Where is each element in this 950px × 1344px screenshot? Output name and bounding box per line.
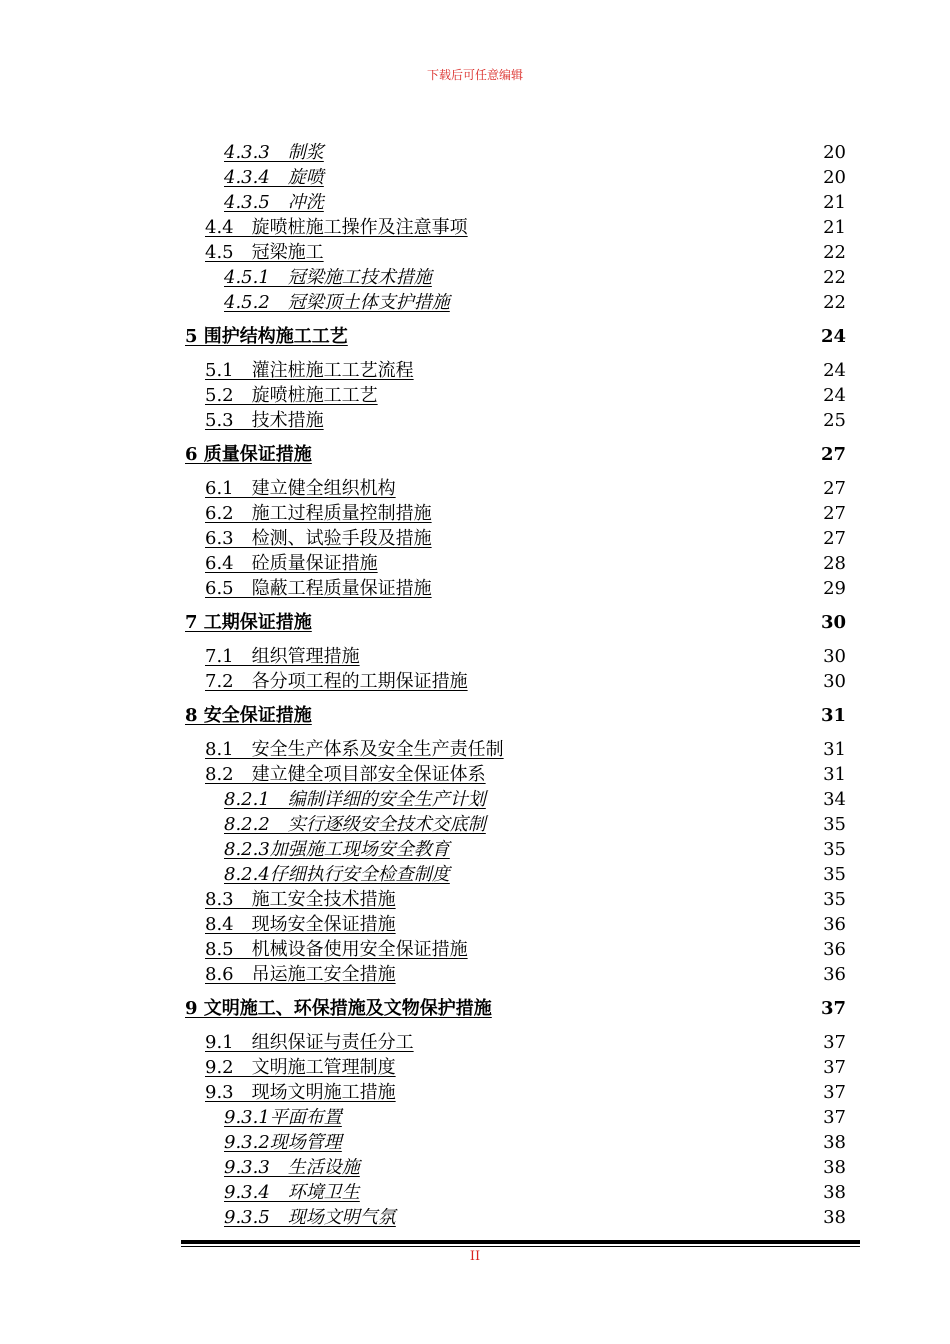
toc-entry[interactable] — [0, 812, 950, 837]
toc-entry-label[interactable]: 9.3.3 生活设施 — [224, 1157, 360, 1178]
toc-entry-label[interactable]: 9.3 现场文明施工措施 — [205, 1082, 396, 1103]
toc-entry[interactable] — [0, 576, 950, 601]
toc-entry-label[interactable]: 5.1 灌注桩施工工艺流程 — [205, 360, 414, 381]
toc-entry-label[interactable]: 9.3.2现场管理 — [224, 1132, 342, 1153]
toc-entry-label[interactable]: 5.3 技术措施 — [205, 410, 324, 431]
page-number: II — [469, 1249, 481, 1264]
toc-entry[interactable] — [0, 1205, 950, 1230]
toc-entry-label[interactable]: 9.3.5 现场文明气氛 — [224, 1207, 396, 1228]
toc-entry-page: 22 — [823, 267, 846, 288]
toc-entry-label[interactable]: 9.1 组织保证与责任分工 — [205, 1032, 414, 1053]
header-note: 下载后可任意编辑 — [426, 68, 523, 82]
toc-entry-label[interactable]: 4.5.1 冠梁施工技术措施 — [224, 267, 432, 288]
toc-entry-label[interactable]: 8.2.4仔细执行安全检查制度 — [224, 864, 450, 885]
toc-entry-page: 38 — [823, 1182, 846, 1203]
footer-rule-thin — [181, 1246, 860, 1247]
toc-entry[interactable] — [0, 240, 950, 265]
toc-entry-page: 31 — [823, 764, 846, 785]
toc-entry-label[interactable]: 8 安全保证措施 — [185, 705, 312, 726]
toc-entry[interactable] — [0, 962, 950, 987]
toc-entry-label[interactable]: 8.2 建立健全项目部安全保证体系 — [205, 764, 486, 785]
toc-entry-page: 27 — [820, 444, 846, 465]
toc-entry-label[interactable]: 6.5 隐蔽工程质量保证措施 — [205, 578, 432, 599]
toc-entry-page: 29 — [823, 578, 846, 599]
toc-entry-page: 36 — [823, 964, 846, 985]
toc-entry-label[interactable]: 6 质量保证措施 — [185, 444, 312, 465]
toc-entry-page: 30 — [820, 612, 846, 633]
toc-entry-page: 24 — [823, 385, 846, 406]
toc-entry[interactable] — [0, 644, 950, 669]
toc-entry-label[interactable]: 8.6 吊运施工安全措施 — [205, 964, 396, 985]
toc-entry-label[interactable]: 4.3.3 制浆 — [224, 142, 324, 163]
toc-entry-page: 35 — [823, 889, 846, 910]
toc-entry-label[interactable]: 7.2 各分项工程的工期保证措施 — [205, 671, 468, 692]
toc-entry[interactable] — [0, 190, 950, 215]
toc-entry[interactable] — [0, 324, 950, 349]
toc-entry[interactable] — [0, 476, 950, 501]
toc-entry-label[interactable]: 4.3.5 冲洗 — [224, 192, 324, 213]
toc-entry-label[interactable]: 7 工期保证措施 — [185, 612, 312, 633]
toc-entry-label[interactable]: 8.2.3加强施工现场安全教育 — [224, 839, 450, 860]
footer-rule — [181, 1240, 860, 1244]
toc-entry-label[interactable]: 8.5 机械设备使用安全保证措施 — [205, 939, 468, 960]
toc-entry[interactable] — [0, 383, 950, 408]
toc-entry[interactable] — [0, 408, 950, 433]
toc-entry-page: 27 — [823, 528, 846, 549]
toc-entry[interactable] — [0, 996, 950, 1021]
toc-entry-page: 38 — [823, 1157, 846, 1178]
toc-entry-label[interactable]: 9.3.1平面布置 — [224, 1107, 342, 1128]
toc-entry-page: 38 — [823, 1132, 846, 1153]
toc-entry-page: 35 — [823, 864, 846, 885]
toc-entry-page: 30 — [823, 671, 846, 692]
toc-entry-page: 36 — [823, 914, 846, 935]
toc-entry[interactable] — [0, 140, 950, 165]
toc-entry[interactable] — [0, 737, 950, 762]
toc-entry[interactable] — [0, 1180, 950, 1205]
toc-entry-label[interactable]: 6.1 建立健全组织机构 — [205, 478, 396, 499]
toc-entry-label[interactable]: 6.2 施工过程质量控制措施 — [205, 503, 432, 524]
toc-entry-page: 21 — [823, 217, 846, 238]
toc-entry-label[interactable]: 4.4 旋喷桩施工操作及注意事项 — [205, 217, 468, 238]
toc-entry-label[interactable]: 8.3 施工安全技术措施 — [205, 889, 396, 910]
toc-entry[interactable] — [0, 501, 950, 526]
toc-entry-page: 37 — [820, 998, 846, 1019]
toc-entry-label[interactable]: 9.3.4 环境卫生 — [224, 1182, 360, 1203]
toc-entry[interactable] — [0, 358, 950, 383]
toc-entry-page: 22 — [823, 242, 846, 263]
toc-entry-page: 35 — [823, 814, 846, 835]
toc-entry-page: 31 — [823, 739, 846, 760]
toc-entry-page: 30 — [823, 646, 846, 667]
toc-entry-label[interactable]: 7.1 组织管理措施 — [205, 646, 360, 667]
toc-entry-label[interactable]: 6.4 砼质量保证措施 — [205, 553, 378, 574]
toc-entry[interactable] — [0, 1130, 950, 1155]
toc-entry-page: 37 — [823, 1057, 846, 1078]
toc-entry-page: 37 — [823, 1082, 846, 1103]
toc-entry-label[interactable]: 4.5.2 冠梁顶土体支护措施 — [224, 292, 450, 313]
toc-entry[interactable] — [0, 887, 950, 912]
toc-entry-page: 25 — [823, 410, 846, 431]
toc-entry[interactable] — [0, 937, 950, 962]
toc-entry[interactable] — [0, 1155, 950, 1180]
toc-entry-page: 31 — [820, 705, 846, 726]
toc-entry-label[interactable]: 9 文明施工、环保措施及文物保护措施 — [185, 998, 492, 1019]
toc-entry-label[interactable]: 4.3.4 旋喷 — [224, 167, 324, 188]
toc-entry-page: 38 — [823, 1207, 846, 1228]
toc-entry-page: 36 — [823, 939, 846, 960]
toc-entry-page: 37 — [823, 1032, 846, 1053]
toc-entry[interactable] — [0, 1030, 950, 1055]
toc-entry-label[interactable]: 5.2 旋喷桩施工工艺 — [205, 385, 378, 406]
toc-entry-label[interactable]: 6.3 检测、试验手段及措施 — [205, 528, 432, 549]
toc-entry[interactable] — [0, 215, 950, 240]
toc-entry[interactable] — [0, 1105, 950, 1130]
toc-entry-label[interactable]: 8.4 现场安全保证措施 — [205, 914, 396, 935]
toc-entry[interactable] — [0, 837, 950, 862]
toc-entry[interactable] — [0, 551, 950, 576]
toc-entry-label[interactable]: 8.2.2 实行逐级安全技术交底制 — [224, 814, 486, 835]
toc-entry[interactable] — [0, 610, 950, 635]
toc-entry[interactable] — [0, 1055, 950, 1080]
toc-entry[interactable] — [0, 165, 950, 190]
toc-entry[interactable] — [0, 1080, 950, 1105]
toc-entry-page: 28 — [823, 553, 846, 574]
toc-entry-page: 24 — [820, 326, 846, 347]
toc-entry-label[interactable]: 5 围护结构施工工艺 — [185, 326, 348, 347]
toc-entry[interactable] — [0, 862, 950, 887]
toc-entry-page: 24 — [823, 360, 846, 381]
toc-entry[interactable] — [0, 526, 950, 551]
toc-entry-label[interactable]: 8.1 安全生产体系及安全生产责任制 — [205, 739, 504, 760]
toc-entry-page: 34 — [823, 789, 846, 810]
toc-entry-label[interactable]: 9.2 文明施工管理制度 — [205, 1057, 396, 1078]
toc-entry-label[interactable]: 4.5 冠梁施工 — [205, 242, 324, 263]
toc-entry[interactable] — [0, 762, 950, 787]
toc-entry[interactable] — [0, 442, 950, 467]
toc-entry-page: 27 — [823, 478, 846, 499]
toc-entry[interactable] — [0, 703, 950, 728]
toc-entry-page: 21 — [823, 192, 846, 213]
toc-entry[interactable] — [0, 290, 950, 315]
toc-entry[interactable] — [0, 669, 950, 694]
toc-entry-page: 20 — [823, 167, 846, 188]
toc-entry-page: 35 — [823, 839, 846, 860]
toc-entry-label[interactable]: 8.2.1 编制详细的安全生产计划 — [224, 789, 486, 810]
toc-entry[interactable] — [0, 912, 950, 937]
toc-entry-page: 22 — [823, 292, 846, 313]
toc-entry-page: 27 — [823, 503, 846, 524]
toc-entry-page: 20 — [823, 142, 846, 163]
toc-entry[interactable] — [0, 787, 950, 812]
toc-entry[interactable] — [0, 265, 950, 290]
toc-entry-page: 37 — [823, 1107, 846, 1128]
